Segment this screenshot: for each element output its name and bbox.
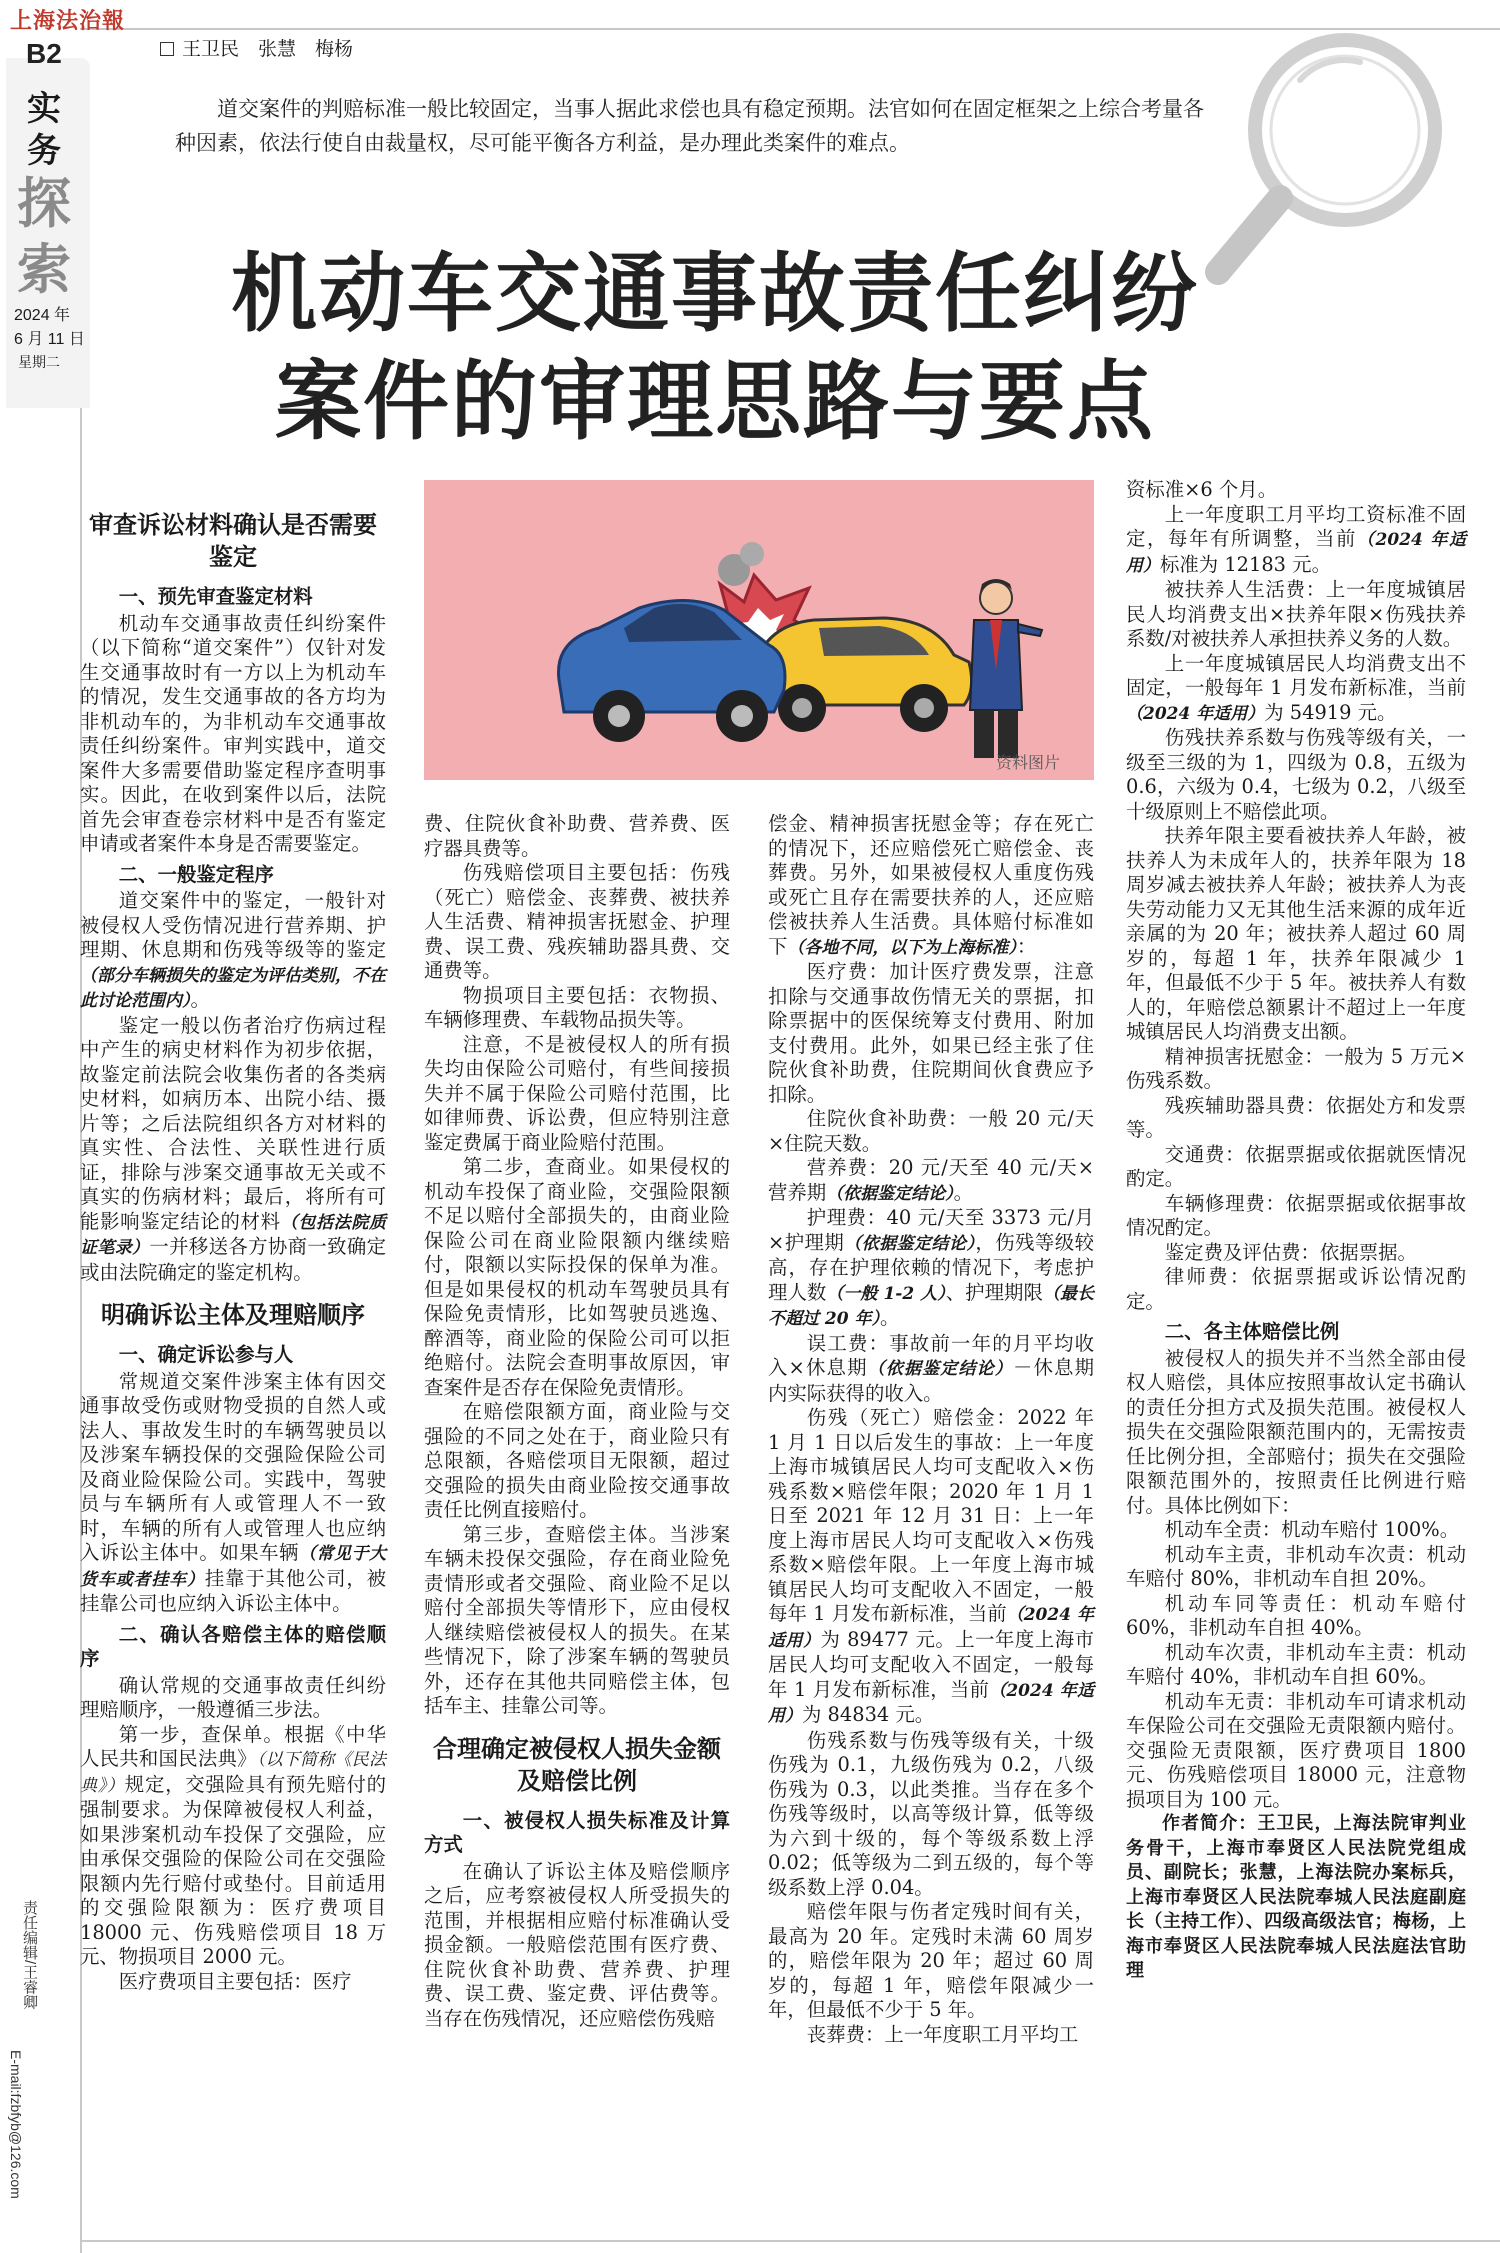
paragraph: 律师费：依据票据或诉讼情况酌定。 — [1126, 1265, 1466, 1313]
paragraph: 医疗费：加计医疗费发票，注意扣除与交通事故伤情无关的票据，扣除票据中的医保统筹支付费用、附加支付费用。此外，如果已经主张了住院伙食补助费，住院期间伙食费应予扣除。 — [768, 960, 1094, 1106]
article-column-3 — [768, 812, 1094, 2047]
author-line — [160, 34, 353, 61]
paragraph: 赔偿年限与伤者定残时间有关，最高为 20 年。定残时未满 60 周岁的，赔偿年限为 20 年；超过 60 周岁的，每超 1 年，赔偿年限减少一年，但最低不少于 5 年。 — [768, 1900, 1094, 2021]
article-column-4 — [1126, 478, 1466, 1984]
paragraph: 被侵权人的损失并不当然全部由侵权人赔偿，具体应按照事故认定书确认的责任分担方式及损失范围。被侵权人损失在交强险限额范围内的，无需按责任比例分担，全部赔付；损失在交强险限额范围外的，按照责任比例进行赔付。具体比例如下： — [1126, 1346, 1466, 1517]
illustration-car-accident — [424, 480, 1094, 780]
paragraph: 医疗费项目主要包括：医疗 — [118, 1969, 352, 1993]
article-column-2 — [424, 812, 730, 2031]
section-heading-3: 合理确定被侵权人损失金额及赔偿比例 — [433, 1734, 721, 1795]
paragraph: 第一步，查保单。根据《中华人民共和国民法典》（以下简称《民法典》）规定，交强险具有预先赔付的强制要求。为保障被侵权人利益，如果涉案机动车投保了交强险，应由承保交强险的保险公司在交强险限额内先行赔付或垫付。目前适用的交强险限额为：医疗费项目 18000 元、伤残赔偿项目 18 万元、物损项目 2000 元。 — [80, 1722, 387, 1968]
paragraph: 确认常规的交通事故责任纠纷理赔顺序，一般遵循三步法。 — [80, 1673, 386, 1721]
paragraph: 扶养年限主要看被扶养人年龄，被扶养人为未成年人的，扶养年限为 18 周岁减去被扶养人年龄；被扶养人为丧失劳动能力又无其他生活来源的成年近亲属的为 20 年；被扶养人超过 60 周岁的，每超 1 年，扶养年限减少 1 年，但最低不少于 5 年。被扶养人有数人的，年赔偿总额累计不超过上一年度城镇居民人均消费支出额。 — [1126, 824, 1466, 1043]
page-number: B2 — [26, 38, 62, 69]
man-in-suit-icon — [970, 579, 1042, 758]
paragraph: 丧葬费：上一年度职工月平均工 — [806, 2022, 1079, 2046]
paragraph: 第三步，查赔偿主体。当涉案车辆未投保交强险，存在商业险免责情形或者交强险、商业险不足以赔付全部损失等情形下，应由侵权人继续赔偿被侵权人的损失。在某些情况下，除了涉案车辆的驾驶员外，还存在其他共同赔偿主体，包括车主、挂靠公司等。 — [424, 1522, 730, 1717]
paragraph: 机动车同等责任：机动车赔付 60%，非机动车自担 40%。 — [1126, 1591, 1466, 1639]
paragraph: 物损项目主要包括：衣物损、车辆修理费、车载物品损失等。 — [424, 983, 730, 1031]
paragraph: 住院伙食补助费：一般 20 元/天×住院天数。 — [768, 1107, 1094, 1155]
paragraph: 机动车次责，非机动车主责：机动车赔付 40%，非机动车自担 60%。 — [1126, 1640, 1466, 1688]
paragraph: 费、住院伙食补助费、营养费、医疗器具费等。 — [424, 812, 730, 860]
editor-credit: 责任编辑/王睿卿 — [21, 1900, 38, 2010]
paragraph: 鉴定一般以伤者治疗伤病过程中产生的病史材料作为初步依据，故鉴定前法院会收集伤者的各类病史材料，如病历本、出院小结、摄片等；之后法院组织各方对材料的真实性、合法性、关联性进行质证，排除与涉案交通事故无关或不真实的伤病材料；最后，将所有可能影响鉴定结论的材料（包括法院质证笔录）一并移送各方协商一致确定或由法院确定的鉴定机构。 — [80, 1013, 387, 1284]
headline-line-1: 机动车交通事故责任纠纷 — [231, 243, 1199, 344]
article-column-1 — [80, 495, 386, 1994]
paragraph: 机动车全责：机动车赔付 100%。 — [1164, 1518, 1460, 1541]
paragraph: 机动车主责，非机动车次责：机动车赔付 80%，非机动车自担 20%。 — [1126, 1542, 1466, 1590]
issue-weekday: 星期二 — [18, 354, 60, 370]
checkbox-icon — [160, 42, 174, 56]
paragraph: 精神损害抚慰金：一般为 5 万元×伤残系数。 — [1126, 1044, 1466, 1092]
section-label-bottom: 探索 — [17, 171, 71, 301]
subheading: 二、确认各赔偿主体的赔偿顺序 — [80, 1622, 386, 1670]
editor-email[interactable]: E-mail:fzbfyb@126.com — [8, 2050, 24, 2199]
paragraph: 资标准×6 个月。 — [1126, 478, 1278, 501]
paragraph: 第二步，查商业。如果侵权的机动车投保了商业险，交强险限额不足以赔付全部损失的，由商业险保险公司在商业险限额内继续赔付，限额以实际投保的保单为准。但是如果侵权的机动车驾驶员具有保险免责情形，比如驾驶员逃逸、醉酒等，商业险的保险公司可以拒绝赔付。法院会查明事故原因，审查案件是否存在保险免责情形。 — [424, 1155, 730, 1399]
paragraph: 鉴定费及评估费：依据票据。 — [1164, 1240, 1417, 1264]
author-bio: 作者简介：王卫民，上海法院审判业务骨干，上海市奉贤区人民法院党组成员、副院长；张慧，上海法院办案标兵，上海市奉贤区人民法院奉城人民法庭副庭长（主持工作）、四级高级法官；梅杨，上海市奉贤区人民法院奉城人民法庭法官助理 — [1126, 1813, 1466, 1981]
paragraph: 交通费：依据票据或依据就医情况酌定。 — [1126, 1142, 1466, 1190]
section-heading-2: 明确诉讼主体及理赔顺序 — [101, 1301, 365, 1329]
paragraph: 伤残扶养系数与伤残等级有关，一级至三级的为 1，四级为 0.8，五级为 0.6，六级为 0.4，七级为 0.2，八级至十级原则上不赔偿此项。 — [1126, 726, 1466, 823]
subheading: 一、预先审查鉴定材料 — [118, 585, 313, 608]
paragraph: 上一年度职工月平均工资标准不固定，每年有所调整，当前（2024 年适用）标准为 12183 元。 — [1126, 502, 1467, 576]
paragraph: 常规道交案件涉案主体有因交通事故受伤或财物受损的自然人或法人、事故发生时的车辆驾驶员以及涉案车辆投保的交强险保险公司及商业险保险公司。实践中，驾驶员与车辆所有人或管理人不一致时，车辆的所有人或管理人也应纳入诉讼主体中。如果车辆（常见于大货车或者挂车）挂靠于其他公司，被挂靠公司也应纳入诉讼主体中。 — [80, 1369, 387, 1615]
issue-year: 2024 年 — [14, 307, 71, 324]
image-caption: 资料图片 — [996, 755, 1061, 772]
paragraph: 伤残系数与伤残等级有关，十级伤残为 0.1，九级伤残为 0.2，八级伤残为 0.3，以此类推。当存在多个伤残等级时，以高等级计算，低等级为六到十级的，每个等级系数上浮 0.02；低等级为二到五级的，每个等级系数上浮 0.04。 — [768, 1728, 1094, 1899]
issue-day: 6 月 11 日 — [14, 331, 85, 348]
paragraph: 偿金、精神损害抚慰金等；存在死亡的情况下，还应赔偿死亡赔偿金、丧葬费。另外，如果被侵权人重度伤残或死亡且存在需要扶养的人，还应赔偿被扶养人生活费。具体赔付标准如下（各地不同，以下为上海标准）： — [768, 812, 1094, 958]
paragraph: 营养费：20 元/天至 40 元/天×营养期（依据鉴定结论）。 — [768, 1156, 1094, 1204]
author-names: 王卫民 张慧 梅杨 — [182, 39, 354, 60]
section-label-top: 实务 — [27, 89, 61, 171]
subheading: 一、被侵权人损失标准及计算方式 — [424, 1808, 730, 1856]
masthead-logo[interactable]: 上海法治報 — [10, 8, 126, 34]
paragraph: 误工费：事故前一年的月平均收入×休息期（依据鉴定结论）－休息期内实际获得的收入。 — [768, 1331, 1095, 1405]
paragraph: 护理费：40 元/天至 3373 元/月×护理期（依据鉴定结论），伤残等级较高，存在护理依赖的情况下，考虑护理人数（一般 1-2 人）、护理期限（最长不超过 20 年）。 — [768, 1206, 1095, 1329]
subheading: 一、确定诉讼参与人 — [118, 1343, 294, 1366]
paragraph: 在确认了诉讼主体及赔偿顺序之后，应考察被侵权人所受损失的范围，并根据相应赔付标准确认受损金额。一般赔偿范围有医疗费、住院伙食补助费、营养费、护理费、误工费、鉴定费、评估费等。当存在伤残情况，还应赔偿伤残赔 — [424, 1859, 730, 2030]
headline — [150, 240, 1280, 456]
paragraph: 注意，不是被侵权人的所有损失均由保险公司赔付，有些间接损失并不属于保险公司赔付范围，比如律师费、诉讼费，但应特别注意鉴定费属于商业险赔付范围。 — [424, 1032, 730, 1154]
paragraph: 上一年度城镇居民人均消费支出不固定，一般每年 1 月发布新标准，当前（2024 年适用）为 54919 元。 — [1126, 651, 1466, 724]
subheading: 二、一般鉴定程序 — [118, 862, 274, 886]
article-lead: 道交案件的判赔标准一般比较固定，当事人据此求偿也具有稳定预期。法官如何在固定框架之上综合考量各种因素，依法行使自由裁量权，尽可能平衡各方利益，是办理此类案件的难点。 — [175, 97, 1204, 155]
section-heading-1: 审查诉讼材料确认是否需要鉴定 — [89, 511, 377, 571]
paragraph: 机动车无责：非机动车可请求机动车保险公司在交强险无责限额内赔付。交强险无责限额，医疗费项目 1800 元、伤残赔偿项目 18000 元，注意物损项目为 100 元。 — [1126, 1689, 1466, 1811]
paragraph: 在赔偿限额方面，商业险与交强险的不同之处在于，商业险只有总限额，各赔偿项目无限额，超过交强险的损失由商业险按交通事故责任比例直接赔付。 — [424, 1400, 730, 1521]
car-collision-illustration — [424, 480, 1094, 780]
paragraph: 残疾辅助器具费：依据处方和发票等。 — [1126, 1093, 1466, 1141]
paragraph: 伤残赔偿项目主要包括：伤残（死亡）赔偿金、丧葬费、被扶养人生活费、精神损害抚慰金、护理费、误工费、残疾辅助器具费、交通费等。 — [424, 861, 730, 982]
paragraph: 被扶养人生活费：上一年度城镇居民人均消费支出×扶养年限×伤残扶养系数/对被扶养人承担扶养义务的人数。 — [1126, 578, 1466, 650]
paragraph: 车辆修理费：依据票据或依据事故情况酌定。 — [1126, 1191, 1466, 1239]
paragraph: 伤残（死亡）赔偿金：2022 年 1 月 1 日以后发生的事故：上一年度上海市城镇居民人均可支配收入×伤残系数×赔偿年限；2020 年 1 月 1 日至 2021 年 12 月 31 日：上一年度上海市居民人均可支配收入×伤残系数×赔偿年限。上一年度上海市城镇居民人均可支配收入不固定，一般每年 1 月发布新标准，当前（2024 年适用）为 89477 元。上一年度上海市居民人均可支配收入不固定，一般每年 1 月发布新标准，当前（2024 年适用）为 84834 元。 — [768, 1406, 1095, 1726]
headline-line-2: 案件的审理思路与要点 — [275, 351, 1155, 452]
paragraph: 道交案件中的鉴定，一般针对被侵权人受伤情况进行营养期、护理期、休息期和伤残等级等的鉴定（部分车辆损失的鉴定为评估类别，不在此讨论范围内）。 — [80, 889, 386, 1011]
paragraph: 机动车交通事故责任纠纷案件（以下简称“道交案件”）仅针对发生交通事故时有一方以上为机动车的情况，发生交通事故的各方均为非机动车的，为非机动车交通事故责任纠纷案件。审判实践中，道交案件大多需要借助鉴定程序查明事实。因此，在收到案件以后，法院首先会审查卷宗材料中是否有鉴定申请或者案件本身是否需要鉴定。 — [80, 611, 386, 855]
subheading: 二、各主体赔偿比例 — [1164, 1320, 1340, 1343]
bottom-rule — [80, 2240, 1500, 2242]
